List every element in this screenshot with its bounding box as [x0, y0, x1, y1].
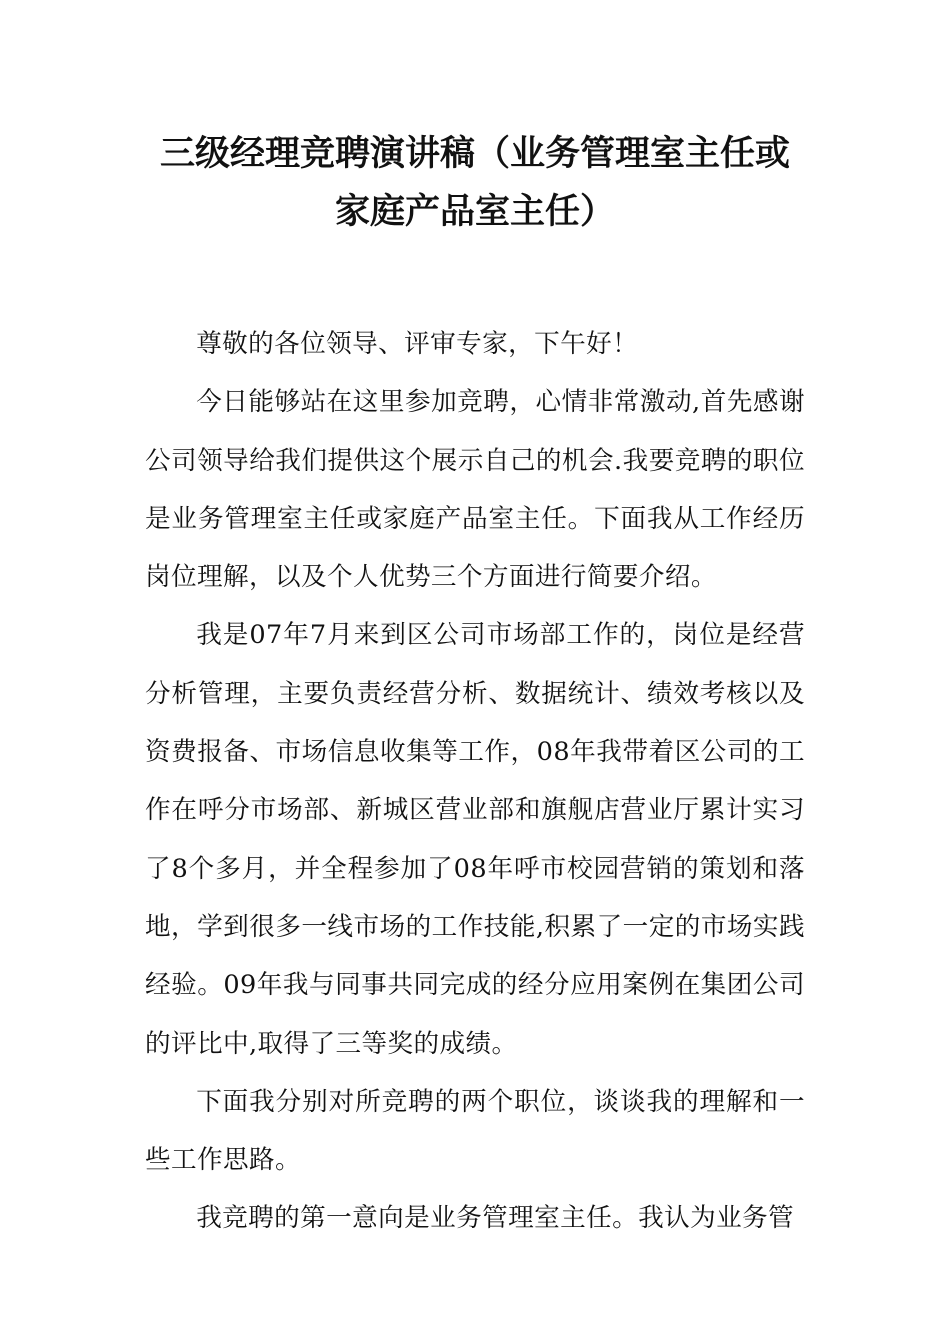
intro-paragraph: 今日能够站在这里参加竞聘，心情非常激动,首先感谢公司领导给我们提供这个展示自己的机会.我要竞聘的职位是业务管理室主任或家庭产品室主任。下面我从工作经历岗位理解，以及个人优势三个方面进行简要介绍。: [145, 387, 805, 593]
experience-paragraph: 我是07年7月来到区公司市场部工作的，岗位是经营分析管理，主要负责经营分析、数据统计、绩效考核以及资费报备、市场信息收集等工作，08年我带着区公司的工作在呼分市场部、新城区营业部和旗舰店营业厅累计实习了8个多月，并全程参加了08年呼市校园营销的策划和落地，学到很多一线市场的工作技能,积累了一定的市场实践经验。09年我与同事共同完成的经分应用案例在集团公司的评比中,取得了三等奖的成绩。: [145, 620, 805, 1059]
transition-paragraph: 下面我分别对所竞聘的两个职位，谈谈我的理解和一些工作思路。: [145, 1086, 805, 1176]
document-title-line-2: 家庭产品室主任）: [334, 192, 615, 232]
first-choice-paragraph: 我竞聘的第一意向是业务管理室主任。我认为业务管: [196, 1203, 795, 1234]
greeting-paragraph: 尊敬的各位领导、评审专家，下午好！: [196, 329, 639, 359]
document-body: [145, 315, 805, 1248]
document-title-line-1: 三级经理竞聘演讲稿（业务管理室主任或: [159, 134, 790, 174]
